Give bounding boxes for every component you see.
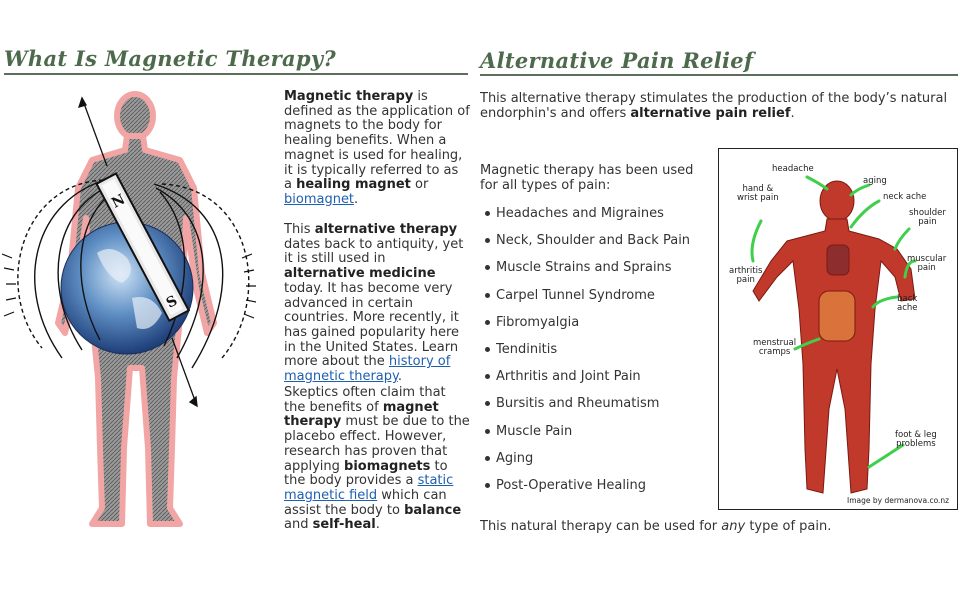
anatomy-figure [718, 148, 958, 510]
term-balance: balance [404, 502, 462, 518]
text-span: . [790, 105, 795, 121]
term-self-heal: self-heal [312, 517, 376, 533]
text-span: must be due to the placebo effect. However, research has proven that applying [284, 414, 470, 474]
label-arthritis-pain: arthritis pain [729, 266, 763, 285]
term-biomagnets: biomagnets [344, 458, 431, 474]
magnetic-body-figure [2, 88, 278, 534]
skeptics-paragraph [284, 386, 470, 533]
list-intro: Magnetic therapy has been used for all types of pain: [480, 163, 694, 193]
static-field-link[interactable]: static magnetic field [284, 473, 454, 503]
term-magnetic-therapy: Magnetic therapy [284, 89, 414, 104]
label-muscular-pain: muscular pain [907, 254, 947, 273]
text-span: . [397, 369, 402, 385]
term-magnet-therapy: magnet therapy [284, 399, 439, 430]
label-foot-leg-problems: foot & leg problems [895, 430, 937, 449]
term-alternative-pain-relief: alternative pain relief [630, 105, 791, 121]
text-span: Skeptics often claim that the benefits of [284, 385, 446, 415]
pain-type-item: Fibromyalgia [480, 314, 710, 341]
label-headache: headache [772, 164, 814, 174]
text-span: dates back to antiquity, yet it is still used in [284, 236, 464, 267]
right-heading: Alternative Pain Relief [480, 48, 754, 73]
pain-type-item: Neck, Shoulder and Back Pain [480, 232, 710, 259]
label-hand-wrist-pain: hand & wrist pain [737, 184, 779, 203]
text-span: to the body provides a [284, 458, 448, 489]
biomagnet-link[interactable]: biomagnet [284, 191, 355, 207]
pain-type-item: Muscle Pain [480, 423, 710, 450]
label-aging: aging [863, 176, 887, 186]
magnet-north-label: N [109, 191, 128, 212]
text-span: or [410, 177, 429, 193]
text-span: and [284, 517, 313, 533]
text-span: This natural therapy can be used for [480, 519, 722, 534]
muscle-body [753, 181, 915, 493]
pain-type-item: Headaches and Migraines [480, 205, 710, 232]
label-menstrual-cramps: menstrual cramps [753, 338, 797, 357]
left-heading: What Is Magnetic Therapy? [4, 46, 336, 71]
label-neck-ache: neck ache [883, 192, 927, 202]
label-back-ache: back ache [897, 294, 918, 313]
definition-paragraph [284, 90, 470, 208]
magnet-south-label: S [163, 292, 181, 312]
history-link[interactable]: history of magnetic therapy [284, 354, 451, 385]
closing-paragraph [480, 520, 950, 535]
text-span: . [354, 191, 359, 207]
pain-type-item: Bursitis and Rheumatism [480, 395, 710, 422]
label-shoulder-pain: shoulder pain [909, 208, 946, 227]
text-span: This alternative therapy stimulates the production of the body’s natural endorphin's and offers [480, 91, 948, 121]
term-alternative-therapy: alternative therapy [314, 222, 458, 237]
pain-type-item: Tendinitis [480, 341, 710, 368]
right-heading-rule [480, 74, 958, 76]
emphasis-any: any [721, 519, 746, 534]
pain-types-list [480, 205, 710, 504]
text-span: . [375, 517, 380, 533]
pain-type-item: Arthritis and Joint Pain [480, 368, 710, 395]
text-span: which can assist the body to [284, 487, 447, 518]
term-alternative-medicine: alternative medicine [284, 266, 436, 282]
pain-type-item: Post-Operative Healing [480, 477, 710, 504]
pain-type-item: Carpel Tunnel Syndrome [480, 287, 710, 314]
anatomy-illustration [719, 149, 957, 509]
intro-paragraph [480, 92, 950, 121]
text-span: is defined as the application of magnets to the body for healing benefits. When a magnet is used for healing, it is typically referred to as a [284, 89, 470, 193]
pain-type-item: Aging [480, 450, 710, 477]
left-heading-rule [4, 73, 468, 75]
text-span: today. It has become very advanced in certain countries. More recently, it has gained popularity here in the United States. Learn more about the [284, 280, 460, 370]
history-paragraph [284, 223, 470, 385]
text-span: type of pain. [745, 519, 832, 534]
pain-type-item: Muscle Strains and Sprains [480, 259, 710, 286]
text-span: This [284, 222, 315, 237]
image-credit: Image by dermanova.co.nz [847, 496, 950, 505]
term-healing-magnet: healing magnet [296, 177, 411, 193]
